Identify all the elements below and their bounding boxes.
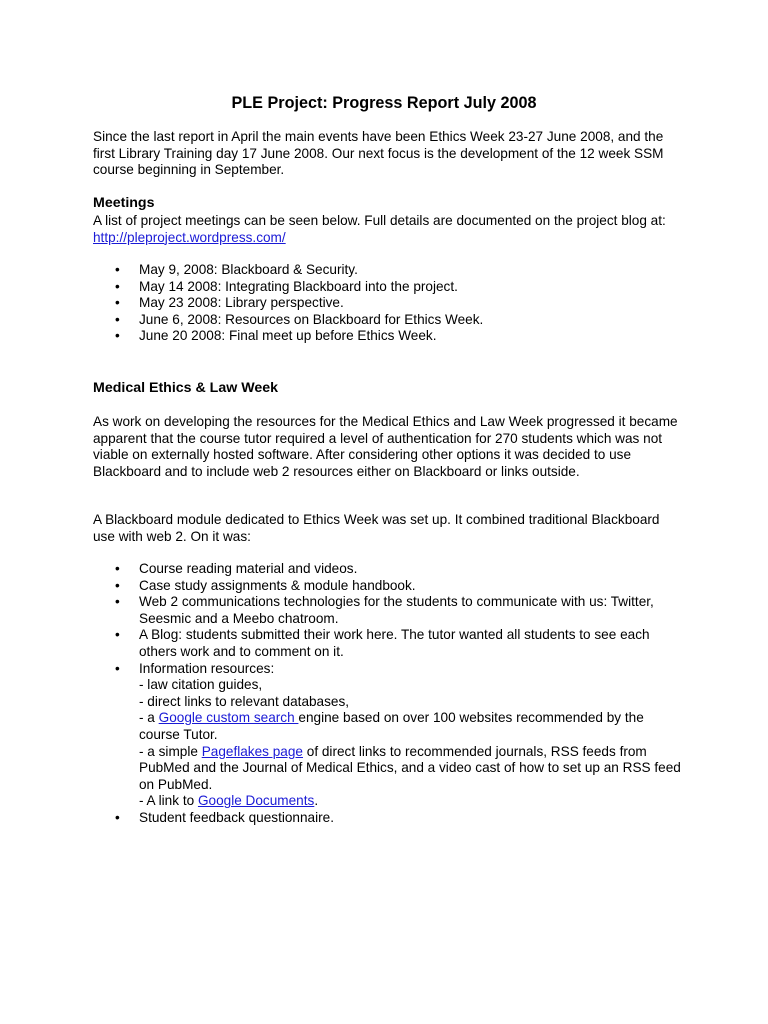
list-item-information-resources [93,661,683,810]
info-line-pageflakes: - a simple Pageflakes page of direct links to recommended journals, RSS feeds from PubMed and the Journal of Medical Ethics, and a video cast of how to set up an RSS feed on PubMed. [139,743,681,792]
pageflakes-link[interactable]: Pageflakes page [201,743,303,759]
meetings-list [93,262,683,345]
list-item: • May 14 2008: Integrating Blackboard into the project. [115,278,458,294]
meetings-heading: Meetings [93,195,155,211]
bullet-icon: • [115,577,120,593]
google-documents-link[interactable]: Google Documents [197,793,315,809]
info-line-citation: - law citation guides, [139,677,263,693]
bullet-icon: • [115,594,120,610]
list-item: • May 9, 2008: Blackboard & Security. [115,262,358,277]
info-line-databases: - direct links to relevant databases, [139,693,350,709]
bullet-icon: • [115,311,120,327]
bullet-icon: • [115,627,120,643]
info-line-custom-search: - a Google custom search engine based on over 100 websites recommended by the course Tutor. [139,710,644,742]
list-item: • May 23 2008: Library perspective. [115,295,344,311]
bullet-icon: • [115,561,120,576]
page-title: PLE Project: Progress Report July 2008 [231,94,537,112]
list-item: • June 6, 2008: Resources on Blackboard for Ethics Week. [115,311,484,327]
list-item: • June 20 2008: Final meet up before Ethics Week. [115,328,437,344]
bullet-icon: • [115,328,120,344]
list-item: • Student feedback questionnaire. [115,809,334,825]
list-item: • Course reading material and videos. [115,561,358,576]
google-custom-search-link[interactable]: Google custom search [158,710,299,726]
ethics-paragraph-2: A Blackboard module dedicated to Ethics Week was set up. It combined traditional Blackboard use with web 2. On it was: [93,512,660,544]
ethics-heading: Medical Ethics & Law Week [93,380,279,396]
list-item: • Case study assignments & module handbook. [115,577,416,593]
blog-link[interactable]: http://pleproject.wordpress.com/ [93,229,286,245]
meetings-paragraph [93,213,683,246]
bullet-icon: • [115,660,120,676]
ethics-paragraph-1: As work on developing the resources for the Medical Ethics and Law Week progressed it became apparent that the course tutor required a level of authentication for 270 students which was not viable on externally hosted software. After considering other options it was decided to use Blackboard and to include web 2 resources either on Blackboard or links outside. [93,414,678,479]
ethics-list [93,561,683,827]
info-line-google-docs: - A link to Google Documents. [139,793,319,809]
list-item: • A Blog: students submitted their work here. The tutor wanted all students to see each others work and to comment on it. [115,627,650,659]
meetings-text: A list of project meetings can be seen below. Full details are documented on the project blog at: [93,213,666,228]
list-item: • Web 2 communications technologies for the students to communicate with us: Twitter, Seesmic and a Meebo chatroom. [115,594,654,626]
info-label: Information resources: [139,660,275,676]
bullet-icon: • [115,278,120,294]
intro-paragraph: Since the last report in April the main events have been Ethics Week 23-27 June 2008, and the first Library Training day 17 June 2008. Our next focus is the development of the 12 week SSM course beginning in September. [93,129,664,178]
bullet-icon: • [115,262,120,277]
bullet-icon: • [115,295,120,311]
bullet-icon: • [115,809,120,825]
